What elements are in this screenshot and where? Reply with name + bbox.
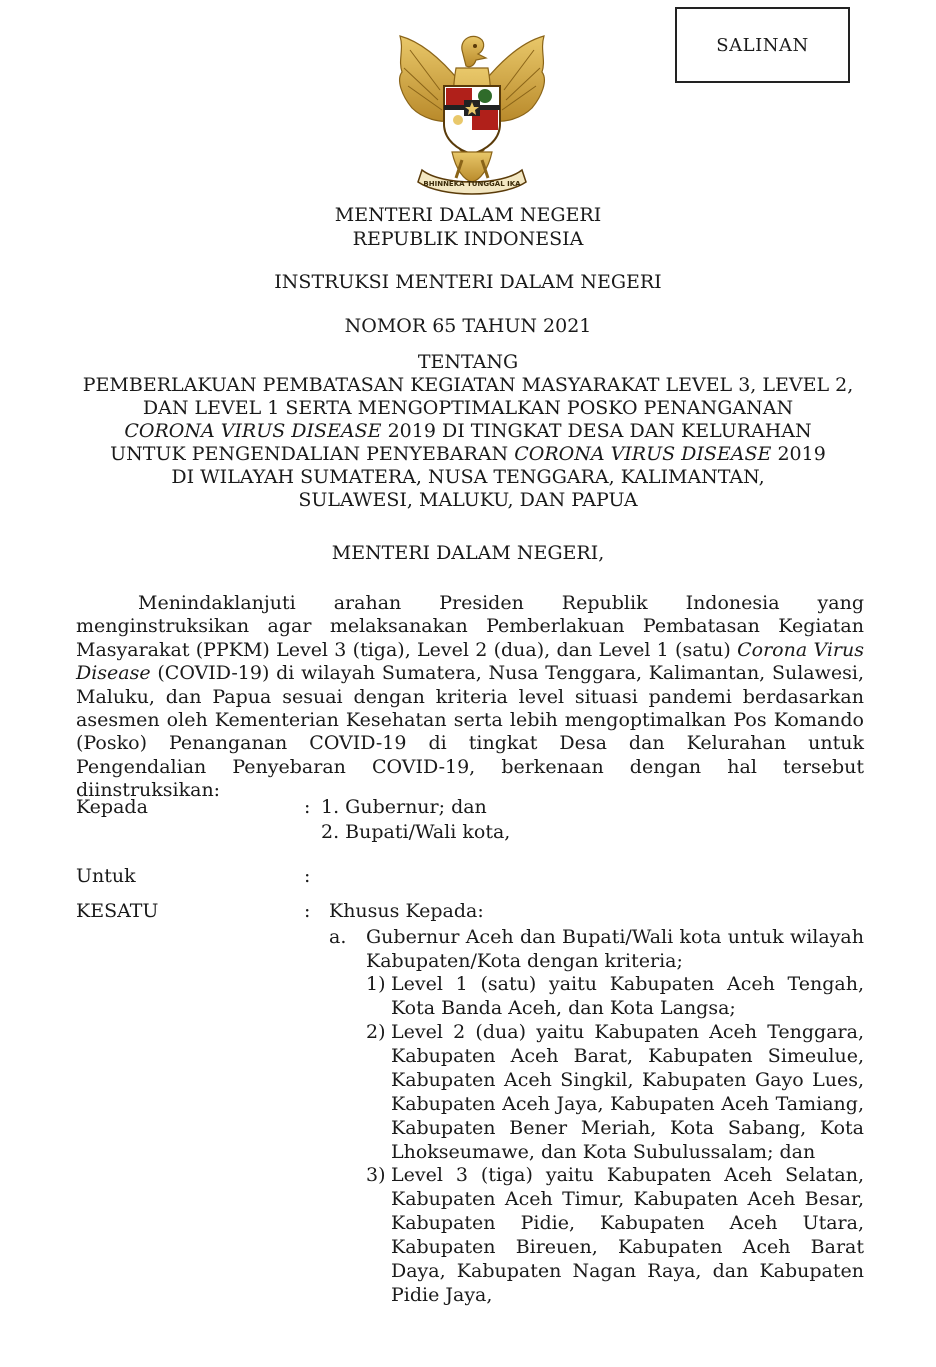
sub-item-2-text: Level 2 (dua) yaitu Kabupaten Aceh Tenggara, Kabupaten Aceh Barat, Kabupaten Simeulue, Kabupaten Aceh Singkil, Kabupaten Gayo Lues, Kabupaten Aceh Jaya, Kabupaten Aceh Tamiang, Kabupaten Bener Meriah, Kota Sabang, Kota Lhokseumawe, dan Kota Subulussalam; dan (391, 1021, 864, 1164)
title-line-1: PEMBERLAKUAN PEMBATASAN KEGIATAN MASYARAKAT LEVEL 3, LEVEL 2, (82, 374, 854, 396)
title-text: 2019 DI TINGKAT DESA DAN KELURAHAN (381, 420, 812, 442)
tentang-heading: TENTANG (417, 351, 519, 373)
sub-item-1-text: Level 1 (satu) yaitu Kabupaten Aceh Tengah, Kota Banda Aceh, dan Kota Langsa; (391, 973, 864, 1020)
kesatu-label: KESATU (76, 900, 159, 922)
title-line-3 (0, 420, 936, 443)
salinan-label: SALINAN (716, 34, 809, 56)
title-line-4 (0, 443, 936, 466)
kesatu-colon: : (304, 900, 311, 922)
intro-text: Menindaklanjuti arahan Presiden Republik Indonesia yang menginstruksikan agar melaksanakan Pemberlakuan Pembatasan Kegiatan Masyarakat (PPKM) Level 3 (tiga), Level 2 (dua), dan Level 1 (satu) (76, 592, 864, 661)
kesatu-heading: Khusus Kepada: (329, 900, 484, 922)
title-italic-text: CORONA VIRUS DISEASE (124, 420, 382, 442)
item-a-marker: a. (329, 926, 347, 948)
header-country: REPUBLIK INDONESIA (352, 228, 584, 250)
intro-text: (COVID-19) di wilayah Sumatera, Nusa Tenggara, Kalimantan, Sulawesi, Maluku, dan Papua sesuai dengan kriteria level situasi pandemi berdasarkan asesmen oleh Kementerian Kesehatan serta lebih mengoptimalkan Pos Komando (Posko) Penanganan COVID-19 di tingkat Desa dan Kelurahan untuk Pengendalian Penyebaran COVID-19, berkenaan dengan hal tersebut diinstruksikan: (76, 662, 864, 802)
kepada-label: Kepada (76, 796, 148, 818)
kepada-item-2: 2. Bupati/Wali kota, (321, 821, 511, 843)
sub-item-2-marker: 2) (366, 1021, 386, 1043)
title-line-5: DI WILAYAH SUMATERA, NUSA TENGGARA, KALIMANTAN, (171, 466, 765, 488)
document-type: INSTRUKSI MENTERI DALAM NEGERI (274, 271, 662, 293)
kepada-item-1: 1. Gubernur; dan (321, 796, 487, 818)
title-line-2: DAN LEVEL 1 SERTA MENGOPTIMALKAN POSKO PENANGANAN (142, 397, 794, 419)
intro-paragraph (76, 592, 864, 803)
garuda-emblem-icon (382, 20, 562, 200)
sub-item-1-marker: 1) (366, 973, 386, 995)
document-number: NOMOR 65 TAHUN 2021 (344, 315, 592, 337)
item-a-text: Gubernur Aceh dan Bupati/Wali kota untuk wilayah Kabupaten/Kota dengan kriteria; (366, 926, 864, 973)
kepada-colon: : (304, 796, 311, 818)
header-minister: MENTERI DALAM NEGERI (334, 204, 602, 226)
salinan-stamp (675, 7, 850, 83)
sub-item-3-marker: 3) (366, 1164, 386, 1186)
title-italic-text: CORONA VIRUS DISEASE (514, 443, 772, 465)
title-line-6: SULAWESI, MALUKU, DAN PAPUA (298, 489, 638, 511)
title-text: 2019 (771, 443, 826, 465)
sub-item-3-text: Level 3 (tiga) yaitu Kabupaten Aceh Selatan, Kabupaten Aceh Timur, Kabupaten Aceh Besar, Kabupaten Pidie, Kabupaten Aceh Utara, Kabupaten Bireuen, Kabupaten Aceh Barat Daya, Kabupaten Nagan Raya, dan Kabupaten Pidie Jaya, (391, 1164, 864, 1307)
emblem-motto: BHINNEKA TUNGGAL IKA (423, 180, 521, 188)
title-text: UNTUK PENGENDALIAN PENYEBARAN (110, 443, 515, 465)
untuk-colon: : (304, 865, 311, 887)
intro-italic-text: Corona Virus Disease (76, 638, 865, 685)
minister-signature-heading: MENTERI DALAM NEGERI, (331, 542, 605, 564)
untuk-label: Untuk (76, 865, 136, 887)
